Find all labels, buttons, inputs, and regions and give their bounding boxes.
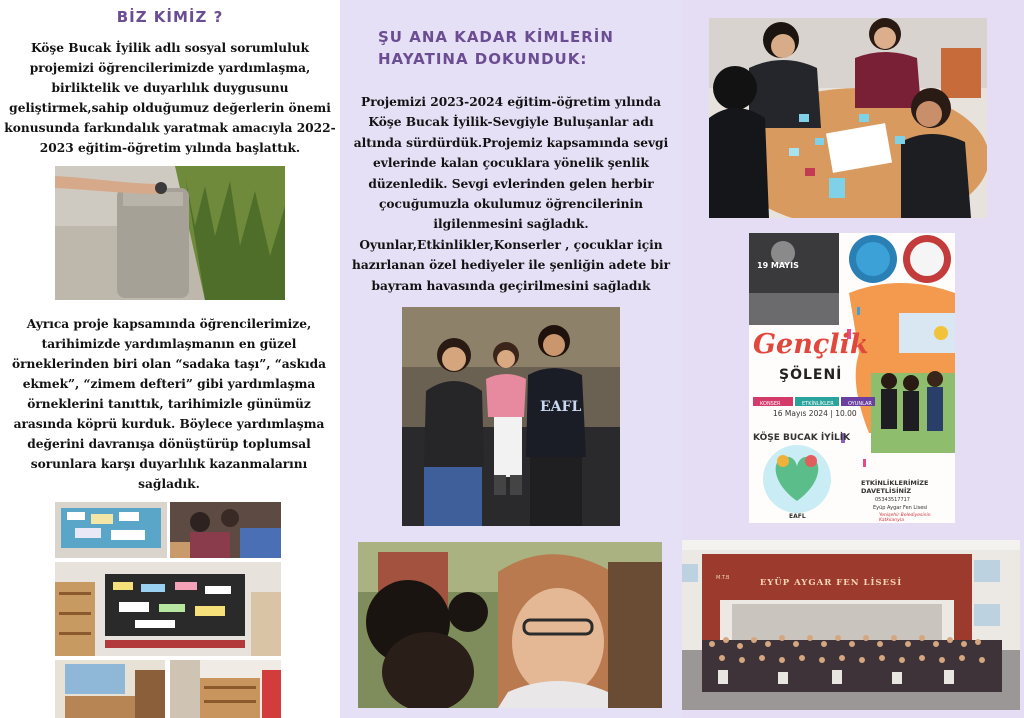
who-are-we-heading: BİZ KİMİZ ? [116, 8, 224, 26]
poster-school-name: Eyüp Aygar Fen Lisesi [873, 505, 928, 511]
poster-club-name: KÖŞE BUCAK İYİLİK [753, 433, 851, 443]
board-photo-1 [55, 502, 167, 558]
poster-date-badge: 19 MAYIS [757, 261, 799, 270]
intro-paragraph: Köşe Bucak İyilik adlı sosyal sorumluluk projemizi öğrencilerimizde yardımlaşma, birliktelik ve duyarlılık duygusunu geliştirmek,sahip olduğumuz değerlerin önemi konusunda farkındalık yaratmak amacıyla 2022-2023 eğitim-öğretim yılında başlattık. [4, 41, 336, 155]
poster-tag-concert: KONSER [760, 401, 781, 407]
poster-phone: 05343517717 [875, 497, 910, 503]
poster-title: Gençlik [753, 329, 869, 360]
touched-lives-heading: ŞU ANA KADAR KİMLERİN HAYATINA DOKUNDUK: [378, 28, 614, 68]
poster-sponsor-note: Yenişehir Belediyesinin Katkılarıyla [879, 513, 931, 523]
svg-text:EAFL: EAFL [540, 399, 582, 415]
poster-eafl-label: EAFL [789, 513, 806, 520]
classroom-photo-1 [55, 660, 165, 718]
activity-photo-1 [170, 502, 281, 558]
puzzle-table-photo [709, 18, 987, 218]
face-painting-photo [358, 542, 662, 708]
youth-festival-poster [749, 233, 955, 523]
poster-tag-activities: ETKİNLİKLER [802, 401, 834, 407]
poster-invitation: ETKİNLİKLERİMİZE DAVETLİSİNİZ [861, 479, 929, 495]
board-photo-2 [55, 562, 281, 656]
project-paragraph: Projemizi 2023-2024 eğitim-öğretim yılında Köşe Bucak İyilik-Sevgiyle Buluşanlar adı altında sürdürdük.Projemiz kapsamında sevgi evlerinde kalan çocuklara yönelik şenlik düzenledik. Sevgi evlerinden gelen herbir çocuğumuzla okulumuz öğrencilerinin ilgilenmesini sağladık. Oyunlar,Etkinlikler,Konserler , çocuklar için hazırlanan özel hediyeler ile şenliğin adete bir bayram havasında geçirilmesini sağladık [351, 95, 671, 293]
festival-girls-photo [402, 307, 620, 526]
poster-subtitle: ŞÖLENİ [779, 367, 843, 383]
school-sign-prefix: M.T.B [716, 575, 730, 581]
poster-tag-games: OYUNLAR [848, 401, 872, 407]
charity-stone-photo [55, 166, 285, 300]
school-sign-name: EYÜP AYGAR FEN LİSESİ [759, 578, 903, 588]
classroom-photo-2 [170, 660, 281, 718]
history-paragraph: Ayrıca proje kapsamında öğrencilerimize, tarihimizde yardımlaşmanın en güzel örneklerinden biri olan “sadaka taşı”, “askıda ekmek”, “zimem defteri” gibi yardımlaşma örneklerini tanıttık, tarihimizle günümüz arasında köprü kurduk. Böylece yardımlaşma değerini davranışa dönüştürüp toplumsal sorunlara karşı duyarlılık kazanmalarını sağladık. [11, 317, 327, 491]
school-group-photo [682, 540, 1020, 710]
poster-date-time: 16 Mayıs 2024 | 10.00 [773, 409, 857, 418]
